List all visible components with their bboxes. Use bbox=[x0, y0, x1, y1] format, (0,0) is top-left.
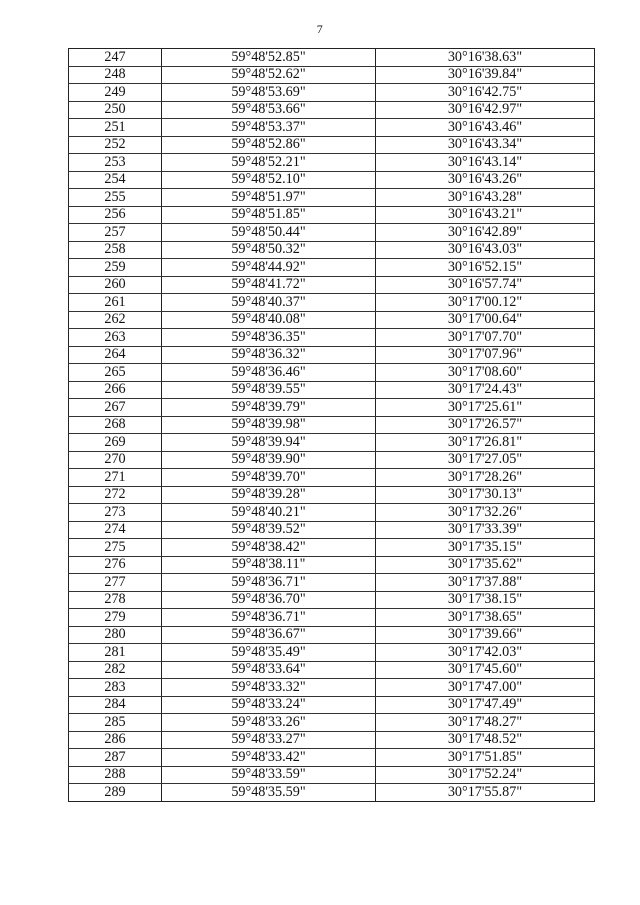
point-number-cell: 287 bbox=[69, 749, 162, 767]
latitude-cell: 59°48'52.10" bbox=[162, 171, 376, 189]
latitude-cell: 59°48'39.90" bbox=[162, 451, 376, 469]
longitude-cell: 30°17'28.26" bbox=[376, 469, 595, 487]
latitude-cell: 59°48'39.79" bbox=[162, 399, 376, 417]
point-number-cell: 250 bbox=[69, 101, 162, 119]
latitude-cell: 59°48'36.46" bbox=[162, 364, 376, 382]
point-number-cell: 289 bbox=[69, 784, 162, 802]
latitude-cell: 59°48'36.35" bbox=[162, 329, 376, 347]
table-row bbox=[69, 49, 595, 67]
longitude-cell: 30°17'24.43" bbox=[376, 381, 595, 399]
latitude-cell: 59°48'50.44" bbox=[162, 224, 376, 242]
table-row bbox=[69, 329, 595, 347]
point-number-cell: 257 bbox=[69, 224, 162, 242]
latitude-cell: 59°48'33.24" bbox=[162, 696, 376, 714]
table-row bbox=[69, 416, 595, 434]
point-number-cell: 272 bbox=[69, 486, 162, 504]
coordinates-table bbox=[68, 48, 595, 802]
latitude-cell: 59°48'39.28" bbox=[162, 486, 376, 504]
latitude-cell: 59°48'38.11" bbox=[162, 556, 376, 574]
latitude-cell: 59°48'36.71" bbox=[162, 609, 376, 627]
longitude-cell: 30°16'43.21" bbox=[376, 206, 595, 224]
table-row bbox=[69, 84, 595, 102]
longitude-cell: 30°17'25.61" bbox=[376, 399, 595, 417]
table-row bbox=[69, 486, 595, 504]
table-row bbox=[69, 696, 595, 714]
point-number-cell: 275 bbox=[69, 539, 162, 557]
longitude-cell: 30°16'38.63" bbox=[376, 49, 595, 67]
table-row bbox=[69, 784, 595, 802]
latitude-cell: 59°48'33.64" bbox=[162, 661, 376, 679]
latitude-cell: 59°48'39.94" bbox=[162, 434, 376, 452]
latitude-cell: 59°48'33.59" bbox=[162, 766, 376, 784]
longitude-cell: 30°16'43.03" bbox=[376, 241, 595, 259]
longitude-cell: 30°16'39.84" bbox=[376, 66, 595, 84]
table-row bbox=[69, 381, 595, 399]
latitude-cell: 59°48'52.85" bbox=[162, 49, 376, 67]
table-row bbox=[69, 451, 595, 469]
point-number-cell: 271 bbox=[69, 469, 162, 487]
table-row bbox=[69, 556, 595, 574]
table-row bbox=[69, 504, 595, 522]
table-row bbox=[69, 364, 595, 382]
longitude-cell: 30°17'47.00" bbox=[376, 679, 595, 697]
table-row bbox=[69, 661, 595, 679]
latitude-cell: 59°48'36.71" bbox=[162, 574, 376, 592]
table-row bbox=[69, 714, 595, 732]
page-number: 7 bbox=[316, 22, 324, 36]
longitude-cell: 30°16'43.28" bbox=[376, 189, 595, 207]
latitude-cell: 59°48'40.37" bbox=[162, 294, 376, 312]
point-number-cell: 247 bbox=[69, 49, 162, 67]
longitude-cell: 30°17'38.65" bbox=[376, 609, 595, 627]
longitude-cell: 30°16'52.15" bbox=[376, 259, 595, 277]
point-number-cell: 285 bbox=[69, 714, 162, 732]
longitude-cell: 30°17'07.70" bbox=[376, 329, 595, 347]
table-row bbox=[69, 434, 595, 452]
table-row bbox=[69, 749, 595, 767]
longitude-cell: 30°16'42.97" bbox=[376, 101, 595, 119]
longitude-cell: 30°17'26.57" bbox=[376, 416, 595, 434]
table-row bbox=[69, 469, 595, 487]
latitude-cell: 59°48'33.32" bbox=[162, 679, 376, 697]
table-row bbox=[69, 521, 595, 539]
latitude-cell: 59°48'53.37" bbox=[162, 119, 376, 137]
latitude-cell: 59°48'52.86" bbox=[162, 136, 376, 154]
longitude-cell: 30°17'35.62" bbox=[376, 556, 595, 574]
point-number-cell: 261 bbox=[69, 294, 162, 312]
table-row bbox=[69, 539, 595, 557]
table-row bbox=[69, 311, 595, 329]
point-number-cell: 252 bbox=[69, 136, 162, 154]
latitude-cell: 59°48'35.59" bbox=[162, 784, 376, 802]
table-row bbox=[69, 224, 595, 242]
longitude-cell: 30°17'00.64" bbox=[376, 311, 595, 329]
table-row bbox=[69, 136, 595, 154]
table-row bbox=[69, 171, 595, 189]
latitude-cell: 59°48'39.55" bbox=[162, 381, 376, 399]
point-number-cell: 267 bbox=[69, 399, 162, 417]
point-number-cell: 286 bbox=[69, 731, 162, 749]
longitude-cell: 30°17'32.26" bbox=[376, 504, 595, 522]
latitude-cell: 59°48'53.66" bbox=[162, 101, 376, 119]
point-number-cell: 253 bbox=[69, 154, 162, 172]
latitude-cell: 59°48'40.08" bbox=[162, 311, 376, 329]
longitude-cell: 30°16'57.74" bbox=[376, 276, 595, 294]
latitude-cell: 59°48'39.52" bbox=[162, 521, 376, 539]
table-row bbox=[69, 66, 595, 84]
longitude-cell: 30°16'42.89" bbox=[376, 224, 595, 242]
table-row bbox=[69, 154, 595, 172]
point-number-cell: 263 bbox=[69, 329, 162, 347]
point-number-cell: 264 bbox=[69, 346, 162, 364]
table-row bbox=[69, 241, 595, 259]
longitude-cell: 30°17'00.12" bbox=[376, 294, 595, 312]
longitude-cell: 30°17'52.24" bbox=[376, 766, 595, 784]
point-number-cell: 270 bbox=[69, 451, 162, 469]
point-number-cell: 248 bbox=[69, 66, 162, 84]
point-number-cell: 268 bbox=[69, 416, 162, 434]
latitude-cell: 59°48'38.42" bbox=[162, 539, 376, 557]
table-row bbox=[69, 189, 595, 207]
table-row bbox=[69, 679, 595, 697]
point-number-cell: 262 bbox=[69, 311, 162, 329]
table-row bbox=[69, 574, 595, 592]
longitude-cell: 30°17'33.39" bbox=[376, 521, 595, 539]
point-number-cell: 273 bbox=[69, 504, 162, 522]
table-row bbox=[69, 591, 595, 609]
point-number-cell: 260 bbox=[69, 276, 162, 294]
latitude-cell: 59°48'33.26" bbox=[162, 714, 376, 732]
latitude-cell: 59°48'36.70" bbox=[162, 591, 376, 609]
point-number-cell: 283 bbox=[69, 679, 162, 697]
longitude-cell: 30°16'42.75" bbox=[376, 84, 595, 102]
point-number-cell: 269 bbox=[69, 434, 162, 452]
longitude-cell: 30°17'45.60" bbox=[376, 661, 595, 679]
longitude-cell: 30°16'43.46" bbox=[376, 119, 595, 137]
point-number-cell: 251 bbox=[69, 119, 162, 137]
longitude-cell: 30°17'26.81" bbox=[376, 434, 595, 452]
table-row bbox=[69, 346, 595, 364]
latitude-cell: 59°48'33.27" bbox=[162, 731, 376, 749]
longitude-cell: 30°17'48.52" bbox=[376, 731, 595, 749]
latitude-cell: 59°48'52.62" bbox=[162, 66, 376, 84]
table-row bbox=[69, 119, 595, 137]
point-number-cell: 259 bbox=[69, 259, 162, 277]
longitude-cell: 30°17'47.49" bbox=[376, 696, 595, 714]
longitude-cell: 30°17'07.96" bbox=[376, 346, 595, 364]
table-row bbox=[69, 294, 595, 312]
point-number-cell: 254 bbox=[69, 171, 162, 189]
latitude-cell: 59°48'39.70" bbox=[162, 469, 376, 487]
point-number-cell: 265 bbox=[69, 364, 162, 382]
table-row bbox=[69, 206, 595, 224]
point-number-cell: 288 bbox=[69, 766, 162, 784]
table-row bbox=[69, 626, 595, 644]
point-number-cell: 279 bbox=[69, 609, 162, 627]
latitude-cell: 59°48'41.72" bbox=[162, 276, 376, 294]
latitude-cell: 59°48'33.42" bbox=[162, 749, 376, 767]
latitude-cell: 59°48'51.97" bbox=[162, 189, 376, 207]
longitude-cell: 30°17'35.15" bbox=[376, 539, 595, 557]
latitude-cell: 59°48'53.69" bbox=[162, 84, 376, 102]
longitude-cell: 30°17'08.60" bbox=[376, 364, 595, 382]
latitude-cell: 59°48'52.21" bbox=[162, 154, 376, 172]
point-number-cell: 255 bbox=[69, 189, 162, 207]
table-row bbox=[69, 766, 595, 784]
point-number-cell: 266 bbox=[69, 381, 162, 399]
point-number-cell: 256 bbox=[69, 206, 162, 224]
table-row bbox=[69, 259, 595, 277]
longitude-cell: 30°16'43.14" bbox=[376, 154, 595, 172]
point-number-cell: 276 bbox=[69, 556, 162, 574]
latitude-cell: 59°48'50.32" bbox=[162, 241, 376, 259]
point-number-cell: 278 bbox=[69, 591, 162, 609]
coordinates-table-body bbox=[69, 49, 595, 802]
table-row bbox=[69, 609, 595, 627]
table-row bbox=[69, 399, 595, 417]
longitude-cell: 30°17'39.66" bbox=[376, 626, 595, 644]
table-row bbox=[69, 644, 595, 662]
longitude-cell: 30°17'38.15" bbox=[376, 591, 595, 609]
longitude-cell: 30°17'37.88" bbox=[376, 574, 595, 592]
table-row bbox=[69, 731, 595, 749]
table-row bbox=[69, 276, 595, 294]
longitude-cell: 30°17'42.03" bbox=[376, 644, 595, 662]
longitude-cell: 30°17'51.85" bbox=[376, 749, 595, 767]
point-number-cell: 274 bbox=[69, 521, 162, 539]
longitude-cell: 30°17'55.87" bbox=[376, 784, 595, 802]
point-number-cell: 249 bbox=[69, 84, 162, 102]
longitude-cell: 30°17'48.27" bbox=[376, 714, 595, 732]
longitude-cell: 30°16'43.26" bbox=[376, 171, 595, 189]
latitude-cell: 59°48'44.92" bbox=[162, 259, 376, 277]
latitude-cell: 59°48'35.49" bbox=[162, 644, 376, 662]
latitude-cell: 59°48'51.85" bbox=[162, 206, 376, 224]
point-number-cell: 284 bbox=[69, 696, 162, 714]
latitude-cell: 59°48'36.67" bbox=[162, 626, 376, 644]
longitude-cell: 30°16'43.34" bbox=[376, 136, 595, 154]
point-number-cell: 281 bbox=[69, 644, 162, 662]
point-number-cell: 282 bbox=[69, 661, 162, 679]
table-row bbox=[69, 101, 595, 119]
latitude-cell: 59°48'40.21" bbox=[162, 504, 376, 522]
point-number-cell: 277 bbox=[69, 574, 162, 592]
latitude-cell: 59°48'36.32" bbox=[162, 346, 376, 364]
point-number-cell: 258 bbox=[69, 241, 162, 259]
latitude-cell: 59°48'39.98" bbox=[162, 416, 376, 434]
longitude-cell: 30°17'30.13" bbox=[376, 486, 595, 504]
point-number-cell: 280 bbox=[69, 626, 162, 644]
longitude-cell: 30°17'27.05" bbox=[376, 451, 595, 469]
